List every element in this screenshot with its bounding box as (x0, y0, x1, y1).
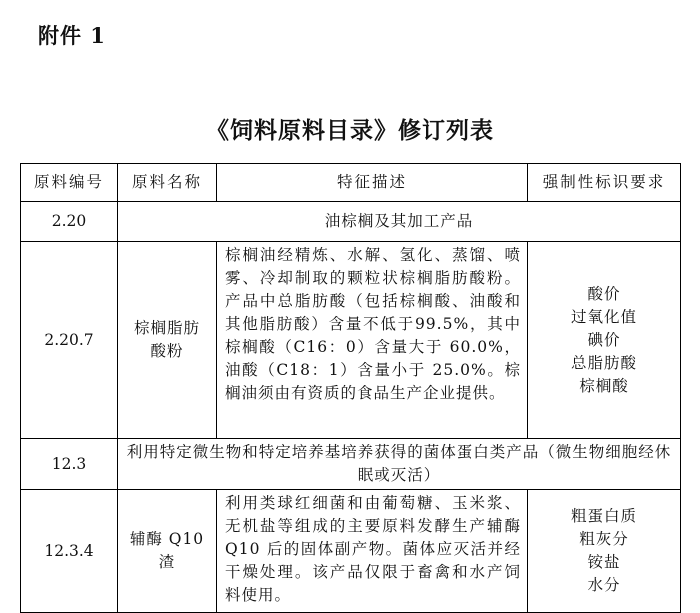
requirement-item: 碘价 (587, 330, 621, 349)
requirement-item: 粗灰分 (579, 530, 629, 548)
category-code: 2.20 (21, 202, 118, 242)
requirement-item: 过氧化值 (570, 307, 637, 326)
revision-table (20, 163, 681, 613)
category-title: 利用特定微生物和特定培养基培养获得的菌体蛋白类产品（微生物细胞经休眠或灭活） (118, 439, 681, 490)
requirement-item: 水分 (587, 576, 621, 594)
labeling-requirements (528, 490, 681, 613)
material-description: 棕榈油经精炼、水解、氢化、蒸馏、喷雾、冷却制取的颗粒状棕榈脂肪酸粉。产品中总脂肪酸（包括棕榈酸、油酸和其他脂肪酸）含量不低于99.5%，其中棕榈酸（C16：0）含量大于 60.0%，油酸（C18：1）含量小于 25.0%。棕榈油须由有资质的食品生产企业提供。 (217, 242, 528, 439)
table-row (21, 202, 681, 242)
category-title: 油棕榈及其加工产品 (118, 202, 681, 242)
attachment-label: 附件 1 (38, 23, 106, 48)
requirement-item: 铵盐 (587, 553, 621, 571)
table-row (21, 439, 681, 490)
material-name: 棕榈脂肪酸粉 (118, 242, 217, 439)
column-header-description: 特征描述 (217, 164, 528, 202)
material-code: 2.20.7 (21, 242, 118, 439)
requirement-item: 棕榈酸 (579, 376, 629, 395)
material-name: 辅酶 Q10 渣 (118, 490, 217, 613)
material-description: 利用类球红细菌和由葡萄糖、玉米浆、无机盐等组成的主要原料发酵生产辅酶 Q10 后的固体副产物。菌体应灭活并经干燥处理。该产品仅限于畜禽和水产饲料使用。 (217, 490, 528, 613)
table-row (21, 242, 681, 439)
labeling-requirements (528, 242, 681, 439)
category-code: 12.3 (21, 439, 118, 490)
material-code: 12.3.4 (21, 490, 118, 613)
column-header-code: 原料编号 (21, 164, 118, 202)
column-header-requirements: 强制性标识要求 (528, 164, 681, 202)
requirement-item: 粗蛋白质 (570, 507, 637, 525)
table-row (21, 490, 681, 613)
document-title: 《饲料原料目录》修订列表 (206, 117, 494, 144)
requirement-item: 总脂肪酸 (570, 353, 637, 372)
column-header-name: 原料名称 (118, 164, 217, 202)
requirement-item: 酸价 (587, 284, 621, 303)
table-header-row (21, 164, 681, 202)
